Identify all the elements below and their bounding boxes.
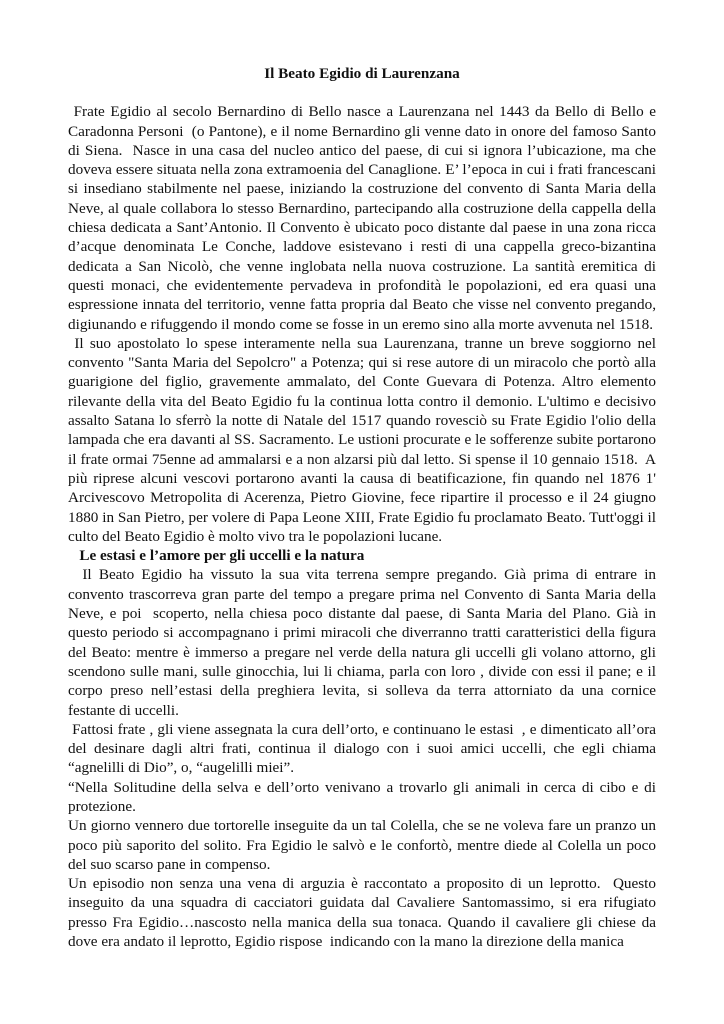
- paragraph-birth: Frate Egidio al secolo Bernardino di Bello nasce a Laurenzana nel 1443 da Bello di Bello e Caradonna Personi (o Pantone), e il nome Bernardino gli venne dato in onore del famoso Santo di Siena. Nasce in una casa del nucleo antico del paese, di cui si ignora l’ubicazione, ma che doveva essere situata nella zona extramoenia del Canaglione. E’ l’epoca in cui i frati francescani si insediano stabilmente nel paese, iniziando la costruzione del convento di Santa Maria della Neve, al quale collabora lo stesso Bernardino, partecipando alla costruzione della cappella della chiesa dedicata a Sant’Antonio. Il Convento è ubicato poco distante dal paese in una zona ricca d’acque denominata Le Conche, laddove esistevano i resti di una cappella greco-bizantina dedicata a San Nicolò, che venne inglobata nella nuova costruzione. La santità eremitica di questi monaci, che evidentemente pervadeva in profondità le popolazioni, ed era quasi una espressione innata del territorio, venne fatta propria dal Beato che visse nel convento pregando, digiunando e rifuggendo il mondo come se fosse in un eremo sino alla morte avvenuta nel 1518.: [68, 103, 660, 333]
- document-title: Il Beato Egidio di Laurenzana: [264, 65, 460, 82]
- document-page: [68, 64, 660, 951]
- section-heading: Le estasi e l’amore per gli uccelli e la natura: [68, 547, 365, 565]
- paragraph-garden: Fattosi frate , gli viene assegnata la cura dell’orto, e continuano le estasi , e dimenticato all’ora del desinare dagli altri frati, continua il dialogo con i suoi amici uccelli, che egli chiama “agnelilli di Dio”, o, “augelilli miei”.: [68, 720, 660, 777]
- paragraph-doves: Un giorno vennero due tortorelle inseguite da un tal Colella, che se ne voleva fare un pranzo un poco più saporito del solito. Fra Egidio le salvò e le confortò, mentre diede al Colella un poco del suo scarso pane in compenso.: [68, 817, 660, 873]
- paragraph-apostolate: Il suo apostolato lo spese interamente nella sua Laurenzana, tranne un breve soggiorno nel convento "Santa Maria del Sepolcro" a Potenza; qui si rese autore di un miracolo che portò alla guarigione del figlio, gravemente ammalato, del Conte Guevara di Potenza. Altro elemento rilevante della vita del Beato Egidio fu la continua lotta contro il demonio. L'ultimo e decisivo assalto Satana lo sferrò la notte di Natale del 1517 quando rovesciò su Frate Egidio l'olio della lampada che era davanti al SS. Sacramento. Le ustioni procurate e le sofferenze subite portarono il frate ormai 75enne ad ammalarsi e a non alzarsi più dal letto. Si spense il 10 gennaio 1518. A più riprese alcuni vescovi portarono avanti la causa di beatificazione, fin quando nel 1876 1' Arcivescovo Metropolita di Acerenza, Pietro Giovine, fece ripartire il processo e il 24 giugno 1880 in San Pietro, per volere di Papa Leone XIII, Frate Egidio fu proclamato Beato. Tutt'oggi il culto del Beato Egidio è molto vivo tra le popolazioni lucane.: [68, 334, 660, 545]
- paragraph-prayer: Il Beato Egidio ha vissuto la sua vita terrena sempre pregando. Già prima di entrare in convento trascorreva gran parte del tempo a pregare prima nel Convento di Santa Maria della Neve, e poi scoperto, nella chiesa poco distante dal paese, di Santa Maria del Plano. Già in questo periodo si accompagnano i primi miracoli che diverranno tratti caratteristici della figura del Beato: mentre è immerso a pregare nel verde della natura gli uccelli gli volano attorno, gli scendono sulle mani, sulle ginocchia, lui li chiama, parla con loro , divide con essi il pane; e il corpo preso nell’estasi della preghiera levita, si solleva da terra attorniato da una cornice festante di uccelli.: [68, 566, 660, 719]
- paragraph-solitude: “Nella Solitudine della selva e dell’orto venivano a trovarlo gli animali in cerca di cibo e di protezione.: [68, 778, 660, 815]
- paragraph-hare: Un episodio non senza una vena di arguzia è raccontato a proposito di un leprotto. Questo inseguito da una squadra di cacciatori guidata dal Cavaliere Santomassimo, si era rifugiato presso Fra Egidio…nascosto nella manica della sua tonaca. Quando il cavaliere gli chiese da dove era andato il leprotto, Egidio rispose indicando con la mano la direzione della manica: [68, 875, 660, 951]
